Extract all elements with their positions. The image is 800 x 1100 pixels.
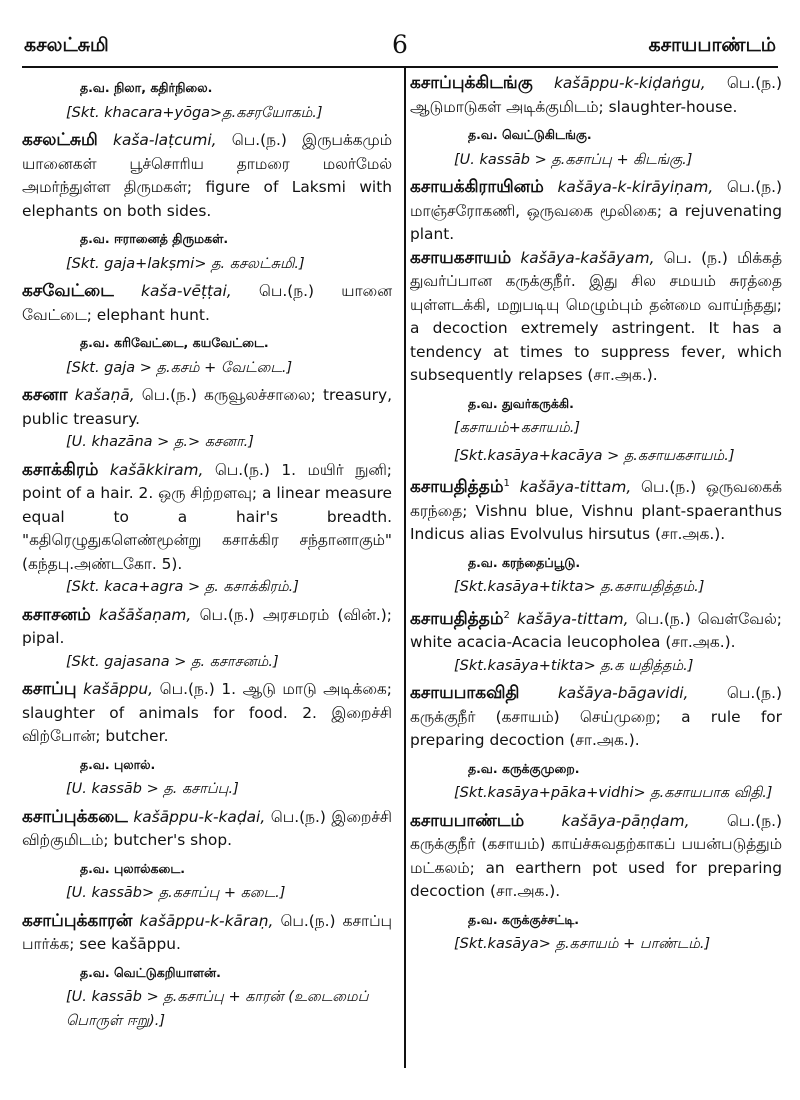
headword: கசாசனம்: [22, 604, 91, 625]
transliteration: kaša-vēṭṭai,: [141, 282, 232, 300]
definition: பெ.(ந.) ஒருவகைக் கரந்தை; Vishnu blue, Vishnu plant-spaeranthus Indicus alias Evolvulus hirsutus (சா.அக.).: [410, 478, 782, 544]
headword: கசாப்பு: [22, 679, 77, 699]
tamil-equivalent: த.வ. வெட்டுகிடங்கு.: [468, 127, 592, 142]
definition: பெ.(ந.) இருபக்கமும் யானைகள் பூச்சொரிய தாமரை மலர்மேல் அமர்ந்துள்ள திருமகள்; figure of Laksmi with elephants on both sides.: [22, 131, 392, 220]
etymology: [கசாயம்+கசாயம்.]: [454, 420, 581, 436]
transliteration: kašāya-tittam,: [519, 478, 632, 497]
page-header: [24, 30, 776, 70]
dictionary-entry: [22, 604, 392, 651]
transliteration: kašāšaṇam,: [99, 605, 192, 624]
homograph-number: 1: [503, 478, 510, 489]
transliteration: kašākkiram,: [109, 460, 204, 479]
headword: கசாப்புக்கடை: [22, 806, 128, 827]
tamil-equivalent: த.வ. நிலா, கதிர்நிலை.: [80, 80, 213, 95]
definition: பெ.(ந.) ஆடுமாடுகள் அடிக்குமிடம்; slaughter-house.: [410, 74, 782, 116]
definition: பெ.(ந.) யானை வேட்டை; elephant hunt.: [22, 282, 392, 324]
transliteration: kašaṇā,: [74, 386, 135, 404]
etymology: [U. kassāb > த.கசாப்பு + காரன் (உடைமைப் பொருள் ஈறு).]: [66, 989, 369, 1029]
dictionary-entry: [22, 678, 392, 749]
dictionary-entry: [410, 810, 782, 904]
etymology: [U. khazāna > த.> கசனா.]: [66, 434, 254, 450]
headword: கசாப்புக்கிடங்கு: [410, 73, 533, 93]
tamil-equivalent: த.வ. கரிவேட்டை, கயவேட்டை.: [80, 335, 269, 350]
dictionary-entry: [22, 459, 392, 577]
header-rule: [22, 66, 778, 68]
headword: கசாயதித்தம்: [410, 608, 504, 629]
etymology: [Skt. khacara+yōga>த.கசரயோகம்.]: [66, 104, 323, 121]
definition: பெ.(ந.) இறைச்சி விற்குமிடம்; butcher's shop.: [22, 807, 392, 849]
tamil-equivalent: த.வ. கருக்குமுறை.: [468, 760, 580, 776]
tamil-equivalent: த.வ. புலால்.: [80, 756, 156, 772]
etymology: [U. kassāb > த.கசாப்பு + கிடங்கு.]: [454, 151, 693, 168]
dictionary-entry: [410, 72, 782, 119]
transliteration: kašāppu-k-kaḍai,: [133, 807, 266, 826]
etymology: [Skt. gaja+lakṣmi> த. கசலட்சுமி.]: [66, 255, 305, 272]
transliteration: kašāya-kašāyam,: [520, 248, 655, 267]
dictionary-entry: [22, 910, 392, 957]
etymology: [Skt.kasāya+tikta> த.கசாயதித்தம்.]: [454, 579, 705, 596]
definition: பெ.(ந.) கருக்குநீர் (கசாயம்) செய்முறை; a rule for preparing decoction (சா.அக.).: [410, 684, 782, 750]
dictionary-entry: [410, 176, 782, 247]
etymology: [Skt. gajasana > த. கசாசனம்.]: [66, 653, 279, 670]
transliteration: kašāppu-k-kiḍaṅgu,: [553, 74, 706, 92]
headword: கசனா: [22, 385, 68, 405]
left-column: [22, 72, 392, 1037]
headword: கசாயதித்தம்: [410, 477, 504, 498]
dictionary-entry: [410, 604, 782, 655]
transliteration: kašāya-k-kirāyiṇam,: [557, 178, 714, 196]
headword: கசாக்கிரம்: [22, 459, 99, 480]
transliteration: kašāya-bāgavidi,: [557, 684, 689, 703]
transliteration: kašāya-tittam,: [516, 609, 629, 628]
etymology: [U. kassāb > த. கசாப்பு.]: [66, 781, 239, 797]
tamil-equivalent: த.வ. வெட்டுகறியாளன்.: [80, 964, 221, 980]
transliteration: kašāppu,: [83, 680, 154, 698]
definition: பெ.(ந.) கருக்குநீர் (கசாயம்) காய்ச்சுவதற்காகப் பயன்படுத்தும் மட்கலம்; an earthern pot used for preparing decoction (சா.அக.).: [410, 811, 782, 901]
definition: பெ.(ந.) 1. ஆடு மாடு அடிக்கை; slaughter of animals for food. 2. இறைச்சி விற்போன்; butcher.: [22, 680, 392, 745]
definition: பெ.(ந.) 1. மயிர் நுனி; point of a hair. 2. ஒரு சிற்றளவு; a linear measure equal to a hair's breadth. "கதிரெழுதுகளெண்மூன்று கசாக்கிர சந்தானாகும்" (கந்தபு.அண்டகோ. 5).: [22, 460, 392, 573]
tamil-equivalent: த.வ. புலால்கடை.: [80, 860, 186, 876]
transliteration: kaša-laṭcumi,: [113, 131, 217, 149]
dictionary-entry: [22, 129, 392, 223]
dictionary-entry: [22, 806, 392, 853]
tamil-equivalent: த.வ. கரந்தைப்பூடு.: [468, 554, 581, 570]
definition: பெ. (ந.) மிக்கத் துவர்ப்பான கருக்குநீர். இது சில சமயம் சுரத்தை யுள்ளடக்கி, மறுபடியு மெழும்பும் தன்மை வாய்ந்தது; a decoction extremely astringent. It has a tendency at times to suppress fever, which subsequently relapses (சா.அக.).: [410, 248, 782, 384]
headword: கசாயபாண்டம்: [410, 810, 525, 831]
page-number: 6: [392, 30, 408, 59]
header-right-guideword: கசாயபாண்டம்: [648, 34, 776, 56]
definition: பெ.(ந.) வெள்வேல்; white acacia-Acacia leucopholea (சா.அக.).: [410, 609, 782, 652]
transliteration: kašāppu-k-kāraṇ,: [139, 911, 274, 930]
headword: கசாப்புக்காரன்: [22, 910, 133, 931]
dictionary-entry: [410, 472, 782, 547]
definition: பெ.(ந.) மாஞ்சரோகணி, ஒருவகை மூலிகை; a rejuvenating plant.: [410, 178, 782, 243]
etymology: [Skt.kasāya+pāka+vidhi> த.கசாயபாக விதி.]: [454, 785, 773, 802]
tamil-equivalent: த.வ. கருக்குச்சட்டி.: [468, 911, 580, 927]
tamil-equivalent: த.வ. துவர்கருக்கி.: [468, 395, 574, 411]
etymology: [Skt.kasāya+tikta> த.க யதித்தம்.]: [454, 657, 694, 674]
transliteration: kašāya-pāṇḍam,: [561, 811, 690, 830]
definition: பெ.(ந.) கசாப்பு பார்க்க; see kašāppu.: [22, 911, 392, 953]
etymology: [U. kassāb> த.கசாப்பு + கடை.]: [66, 885, 286, 901]
dictionary-entry: [410, 682, 782, 753]
right-column: [410, 72, 782, 961]
dictionary-entry: [22, 384, 392, 431]
headword: கசாயகசாயம்: [410, 247, 512, 268]
dictionary-entry: [22, 280, 392, 327]
header-left-guideword: கசலட்சுமி: [24, 34, 109, 56]
definition: பெ.(ந.) கருவூலச்சாலை; treasury, public treasury.: [22, 386, 392, 428]
headword: கசவேட்டை: [22, 281, 114, 301]
headword: கசாயபாகவிதி: [410, 683, 520, 704]
etymology: [Skt.kasāya+kacāya > த.கசாயகசாயம்.]: [454, 447, 735, 464]
tamil-equivalent: த.வ. ஈரானைத் திருமகள்.: [80, 231, 229, 246]
definition: பெ.(ந.) அரசமரம் (வின்.); pipal.: [22, 605, 392, 647]
headword: கசலட்சுமி: [22, 130, 98, 150]
etymology: [Skt. kaca+agra > த. கசாக்கிரம்.]: [66, 579, 299, 595]
headword: கசாயக்கிராயினம்: [410, 177, 544, 197]
homograph-number: 2: [503, 609, 510, 621]
column-divider: [404, 68, 406, 1068]
etymology: [Skt.kasāya> த.கசாயம் + பாண்டம்.]: [454, 936, 711, 953]
etymology: [Skt. gaja > த.கசம் + வேட்டை.]: [66, 359, 293, 376]
dictionary-entry: [410, 247, 782, 388]
